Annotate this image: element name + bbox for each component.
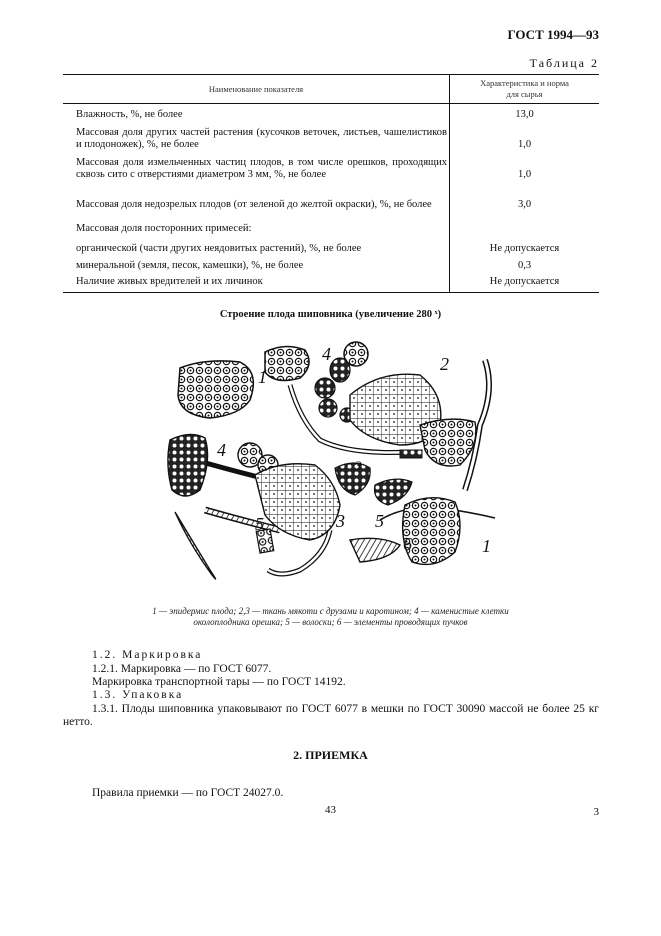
- figure-label: 5: [375, 511, 384, 531]
- figure-title: Строение плода шиповника (увеличение 280 ˣ): [219, 309, 442, 320]
- table-row: Влажность, %, не более 13,0: [63, 104, 599, 121]
- epidermis-cells-top-left: [178, 361, 253, 418]
- table-header-indicator: Наименование показателя: [63, 75, 450, 104]
- page-number-right: 3: [593, 806, 599, 818]
- paragraph: 1.2.1. Маркировка — по ГОСТ 6077.: [92, 663, 272, 675]
- table-row: Наличие живых вредителей и их личинок Не допускается: [63, 272, 599, 293]
- table-row: минеральной (земля, песок, камешки), %, не более 0,3: [63, 255, 599, 272]
- figure-label: 4: [217, 440, 226, 460]
- figure-label: 6: [403, 534, 412, 554]
- table-row: Массовая доля недозрелых плодов (от зеленой до желтой окраски), %, не более 3,0: [63, 181, 599, 211]
- figure-label: 4: [322, 344, 331, 364]
- figure-label: 3: [355, 458, 362, 473]
- section-heading-packaging: 1.3. Упаковка: [92, 689, 184, 701]
- table-row: органической (части других неядовитых растений), %, не более Не допускается: [63, 235, 599, 255]
- paragraph: Правила приемки — по ГОСТ 24027.0.: [92, 787, 284, 799]
- indicators-table: [63, 74, 599, 293]
- epidermis-cells-bottom-right: [403, 498, 460, 565]
- figure-label: 5: [255, 514, 264, 534]
- table-header-norm: Характеристика и норма для сырья: [450, 75, 600, 104]
- table-row: Массовая доля измельченных частиц плодов, в том числе орешков, проходящих сквозь сито с отверстиями диаметром 3 мм, %, не более 1,0: [63, 151, 599, 181]
- table-row: Массовая доля посторонних примесей:: [63, 211, 599, 235]
- document-id: ГОСТ 1994—93: [507, 27, 599, 42]
- paragraph: Маркировка транспортной тары — по ГОСТ 14192.: [92, 676, 346, 688]
- table-row: Массовая доля других частей растения (кусочков веточек, листьев, чашелистиков и плодоножек), %, не более 1,0: [63, 121, 599, 151]
- figure-label: 1: [482, 536, 491, 556]
- figure-caption: 1 — эпидермис плода; 2,3 — ткань мякоти с друзами и каротином; 4 — каменистые клетки околоплодника орешка; 5 — волоски; 6 — элементы проводящих пучков: [152, 606, 509, 627]
- figure-label: 1: [258, 367, 267, 387]
- rosehip-structure-figure: [150, 330, 510, 600]
- paragraph: 1.3.1. Плоды шиповника упаковывают по ГОСТ 6077 в мешки по ГОСТ 30090 массой не более 25 кг нетто.: [63, 703, 599, 728]
- figure-label: 2: [440, 354, 449, 374]
- section-title: 2. ПРИЕМКА: [293, 748, 368, 762]
- table-caption: Таблица 2: [529, 56, 599, 70]
- figure-label: 3: [336, 511, 345, 531]
- page-number-center: 43: [325, 804, 336, 816]
- section-heading-marking: 1.2. Маркировка: [92, 649, 203, 661]
